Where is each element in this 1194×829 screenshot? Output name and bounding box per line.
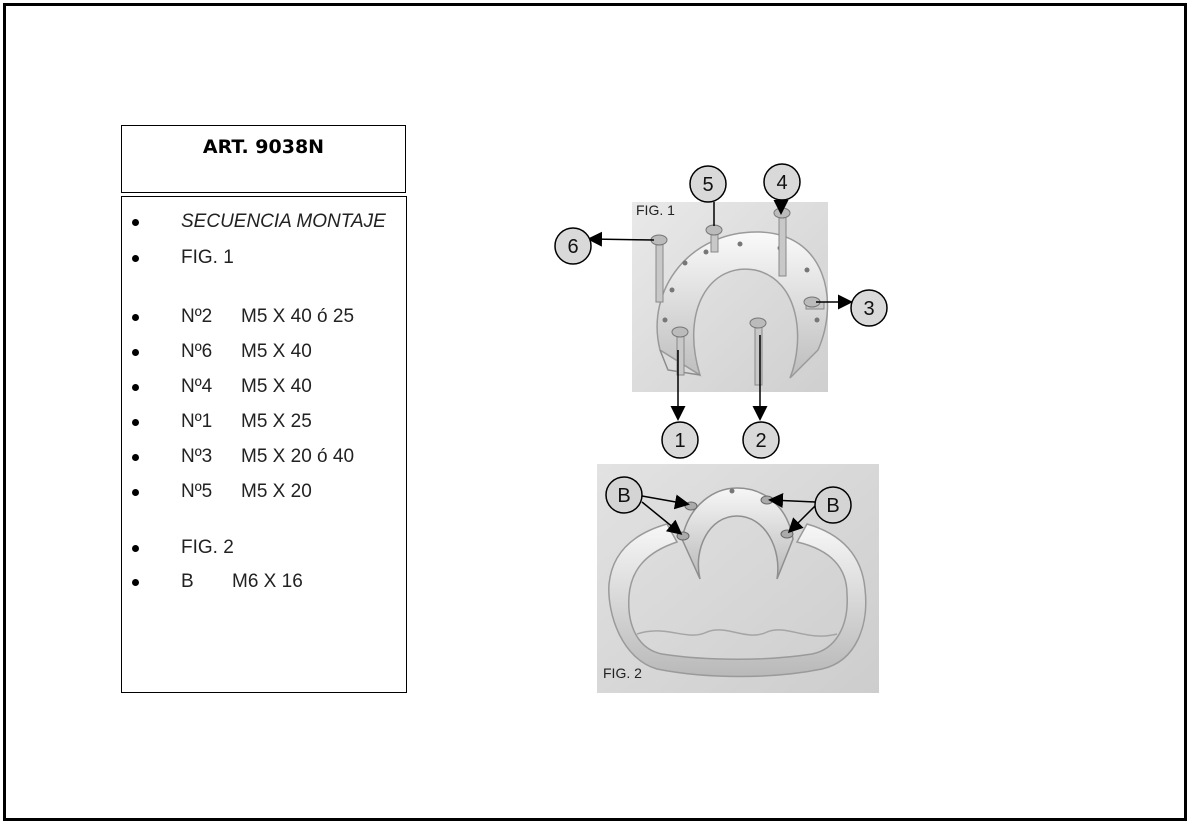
list-item-screw — [122, 446, 402, 472]
fig2-label: FIG. 2 — [603, 665, 642, 681]
svg-text:B: B — [617, 485, 631, 507]
assembly-list — [121, 196, 407, 693]
bolt-icon — [781, 530, 793, 538]
figure-2 — [597, 464, 879, 693]
bullet-icon — [132, 454, 139, 461]
callout-6 — [555, 228, 591, 264]
callout-b-right — [815, 487, 851, 523]
screw-size: M5 X 40 ó 25 — [241, 306, 355, 327]
bolt-icon — [677, 532, 689, 540]
svg-text:B: B — [826, 495, 840, 517]
callout-b-left — [606, 477, 642, 513]
callout-5 — [690, 166, 726, 202]
list-item-screw — [122, 411, 402, 437]
article-title-box — [121, 125, 406, 193]
bullet-icon — [132, 219, 139, 226]
bolt-letter: B — [181, 571, 194, 592]
bullet-icon — [132, 419, 139, 426]
article-title: ART. 9038N — [202, 136, 325, 158]
list-item-screw — [122, 306, 402, 332]
fig1-reference: FIG. 1 — [181, 247, 234, 268]
bullet-icon — [132, 545, 139, 552]
bolt-icon — [685, 502, 697, 510]
screw-size: M5 X 40 — [241, 341, 312, 362]
list-item-screw — [122, 341, 402, 367]
screw-number: Nº6 — [181, 341, 213, 362]
svg-text:4: 4 — [776, 172, 788, 194]
svg-text:1: 1 — [674, 430, 686, 452]
screw-number: Nº3 — [181, 446, 213, 467]
callout-2 — [743, 422, 779, 458]
screw-size: M5 X 25 — [241, 411, 312, 432]
assembly-sequence-heading: SECUENCIA MONTAJE — [181, 211, 386, 232]
screw-size: M5 X 20 ó 40 — [241, 446, 355, 467]
bullet-icon — [132, 255, 139, 262]
callout-4 — [764, 164, 800, 200]
svg-text:3: 3 — [863, 298, 875, 320]
screw-number: Nº4 — [181, 376, 213, 397]
figure-1 — [550, 160, 910, 460]
screw-number: Nº1 — [181, 411, 213, 432]
screw-size: M5 X 20 — [241, 481, 312, 502]
fig2-reference: FIG. 2 — [181, 537, 234, 558]
svg-text:2: 2 — [755, 430, 767, 452]
screw-number: Nº2 — [181, 306, 213, 327]
bullet-icon — [132, 314, 139, 321]
list-item-bolt — [122, 571, 402, 597]
fig1-label: FIG. 1 — [636, 202, 675, 218]
list-item-fig2 — [122, 537, 402, 563]
bullet-icon — [132, 579, 139, 586]
bolt-size: M6 X 16 — [232, 571, 303, 592]
screw-size: M5 X 40 — [241, 376, 312, 397]
bullet-icon — [132, 489, 139, 496]
callout-3 — [851, 290, 887, 326]
bullet-icon — [132, 384, 139, 391]
screw-number: Nº5 — [181, 481, 213, 502]
list-item-heading — [122, 211, 402, 237]
list-item-screw — [122, 376, 402, 402]
list-item-fig1 — [122, 247, 402, 273]
list-item-screw — [122, 481, 402, 507]
bullet-icon — [132, 349, 139, 356]
leader-line-6 — [590, 239, 654, 240]
svg-text:5: 5 — [702, 174, 714, 196]
svg-text:6: 6 — [567, 236, 579, 258]
callout-1 — [662, 422, 698, 458]
